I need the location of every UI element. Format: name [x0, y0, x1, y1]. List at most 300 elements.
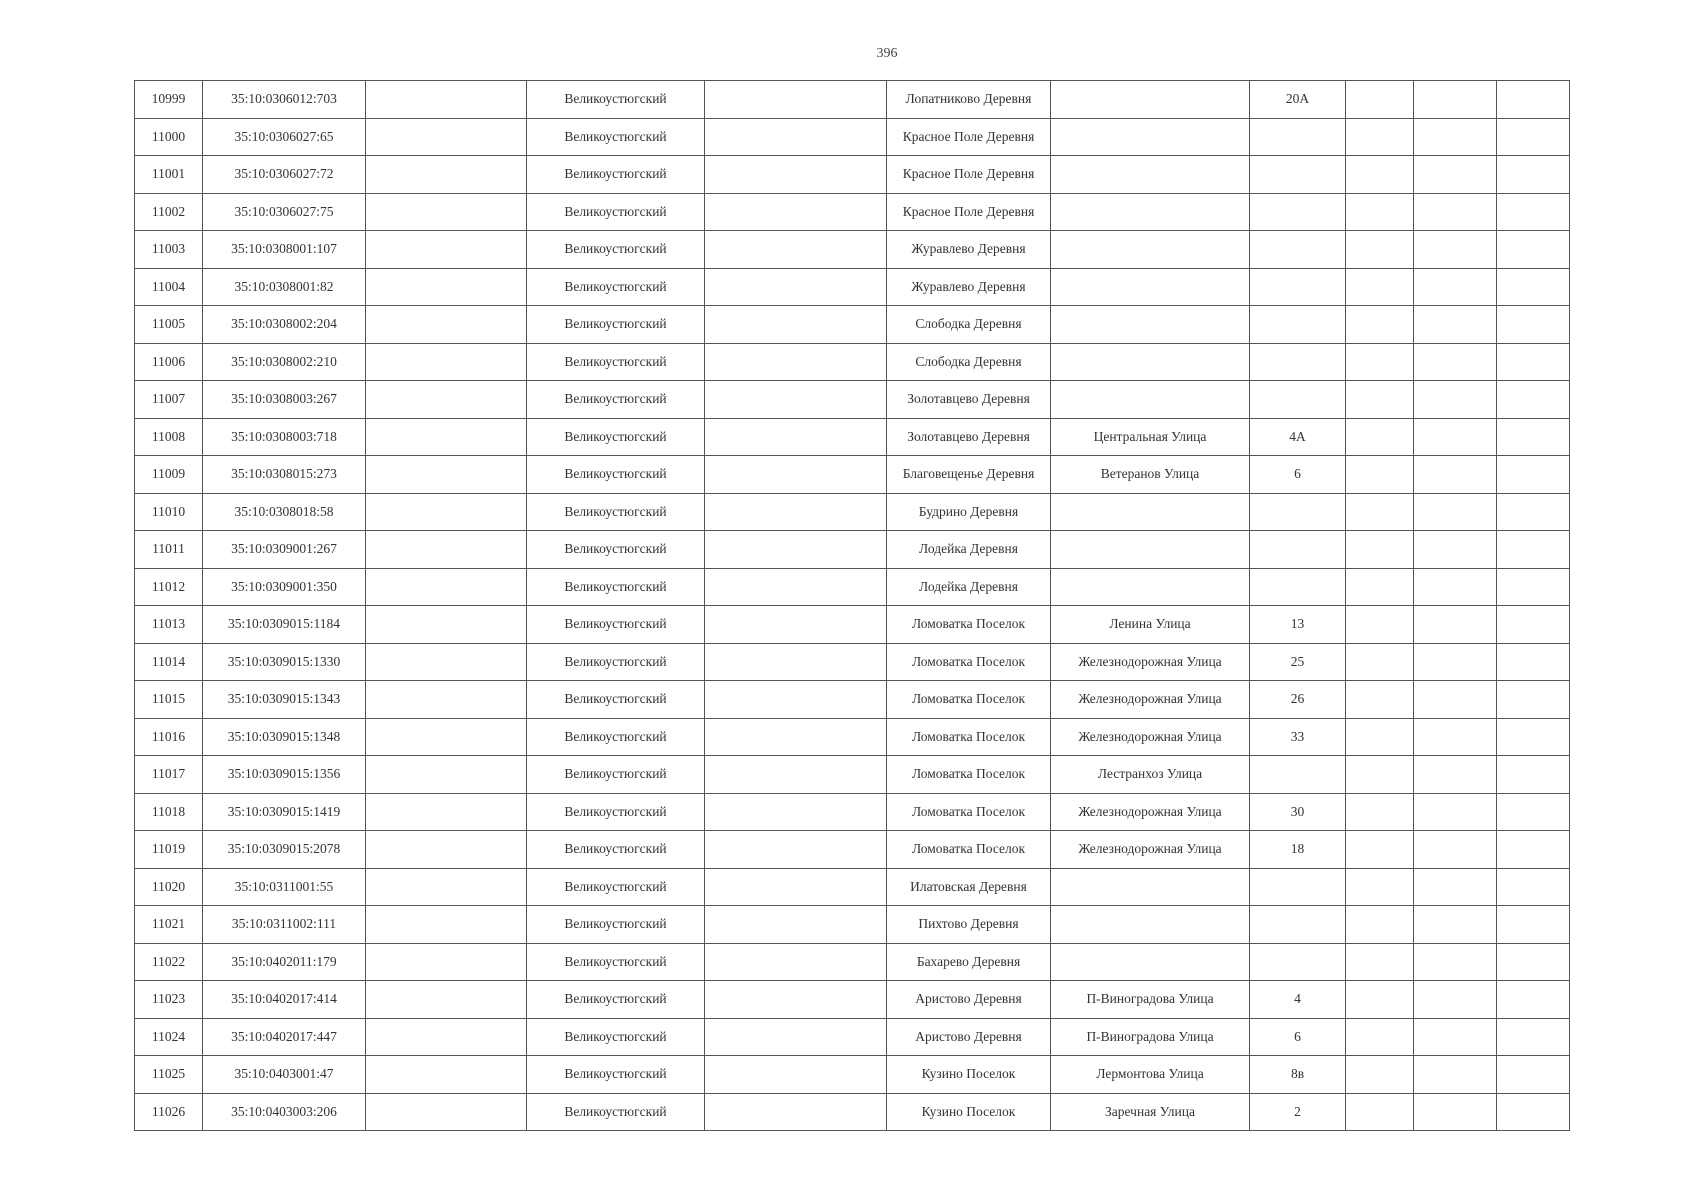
cell-district: Великоустюгский	[527, 81, 705, 119]
cell-blank1	[366, 1093, 527, 1131]
cell-blank3	[1346, 418, 1414, 456]
cell-street: Центральная Улица	[1051, 418, 1250, 456]
cell-blank2	[705, 531, 887, 569]
cell-blank3	[1346, 643, 1414, 681]
cell-house: 33	[1250, 718, 1346, 756]
cell-district: Великоустюгский	[527, 343, 705, 381]
cell-locality: Лодейка Деревня	[887, 568, 1051, 606]
cell-blank2	[705, 268, 887, 306]
cell-street	[1051, 943, 1250, 981]
cell-street: Железнодорожная Улица	[1051, 718, 1250, 756]
cell-blank2	[705, 793, 887, 831]
cell-street: Железнодорожная Улица	[1051, 643, 1250, 681]
cell-district: Великоустюгский	[527, 231, 705, 269]
cell-blank5	[1497, 793, 1570, 831]
cell-blank5	[1497, 643, 1570, 681]
cell-district: Великоустюгский	[527, 568, 705, 606]
cell-blank2	[705, 568, 887, 606]
cell-street	[1051, 81, 1250, 119]
cell-blank5	[1497, 306, 1570, 344]
cell-blank4	[1414, 831, 1497, 869]
cell-street	[1051, 156, 1250, 194]
cell-blank4	[1414, 906, 1497, 944]
cell-blank3	[1346, 193, 1414, 231]
cell-blank3	[1346, 718, 1414, 756]
cell-cadastral: 35:10:0309015:1330	[203, 643, 366, 681]
cell-locality: Аристово Деревня	[887, 1018, 1051, 1056]
cell-num: 11024	[135, 1018, 203, 1056]
cell-district: Великоустюгский	[527, 156, 705, 194]
cell-cadastral: 35:10:0309001:267	[203, 531, 366, 569]
cell-blank3	[1346, 1093, 1414, 1131]
cell-blank5	[1497, 981, 1570, 1019]
cell-district: Великоустюгский	[527, 681, 705, 719]
cell-blank4	[1414, 718, 1497, 756]
cell-street: П-Виноградова Улица	[1051, 1018, 1250, 1056]
cell-blank5	[1497, 156, 1570, 194]
cell-blank5	[1497, 681, 1570, 719]
cell-cadastral: 35:10:0306027:72	[203, 156, 366, 194]
cell-district: Великоустюгский	[527, 268, 705, 306]
cell-street	[1051, 193, 1250, 231]
cell-num: 11015	[135, 681, 203, 719]
cell-blank1	[366, 193, 527, 231]
cell-blank5	[1497, 1056, 1570, 1094]
cell-blank5	[1497, 868, 1570, 906]
cell-blank2	[705, 306, 887, 344]
cell-blank5	[1497, 831, 1570, 869]
cell-blank3	[1346, 831, 1414, 869]
cell-blank2	[705, 681, 887, 719]
cell-house	[1250, 531, 1346, 569]
cell-blank3	[1346, 306, 1414, 344]
cell-district: Великоустюгский	[527, 306, 705, 344]
cell-blank1	[366, 1018, 527, 1056]
cell-street: Лестранхоз Улица	[1051, 756, 1250, 794]
cell-blank5	[1497, 606, 1570, 644]
cell-num: 11018	[135, 793, 203, 831]
cell-blank4	[1414, 868, 1497, 906]
cell-district: Великоустюгский	[527, 1093, 705, 1131]
cell-num: 11010	[135, 493, 203, 531]
cell-cadastral: 35:10:0403003:206	[203, 1093, 366, 1131]
cell-blank3	[1346, 793, 1414, 831]
cell-blank4	[1414, 1018, 1497, 1056]
cell-cadastral: 35:10:0311001:55	[203, 868, 366, 906]
table-row	[135, 568, 1570, 606]
cell-cadastral: 35:10:0402017:447	[203, 1018, 366, 1056]
cell-street	[1051, 868, 1250, 906]
cell-blank3	[1346, 568, 1414, 606]
cell-blank4	[1414, 1056, 1497, 1094]
cell-blank1	[366, 606, 527, 644]
cell-locality: Лодейка Деревня	[887, 531, 1051, 569]
cell-blank1	[366, 868, 527, 906]
table-row	[135, 81, 1570, 119]
cell-district: Великоустюгский	[527, 793, 705, 831]
cell-house: 18	[1250, 831, 1346, 869]
table-row	[135, 1056, 1570, 1094]
cell-blank1	[366, 1056, 527, 1094]
cell-blank1	[366, 943, 527, 981]
cell-locality: Золотавцево Деревня	[887, 381, 1051, 419]
cell-district: Великоустюгский	[527, 531, 705, 569]
cell-locality: Ломоватка Поселок	[887, 681, 1051, 719]
table-row	[135, 718, 1570, 756]
cell-house	[1250, 231, 1346, 269]
cell-blank4	[1414, 793, 1497, 831]
cell-blank1	[366, 756, 527, 794]
cell-cadastral: 35:10:0308003:267	[203, 381, 366, 419]
table-row	[135, 906, 1570, 944]
cell-blank3	[1346, 493, 1414, 531]
cell-num: 11008	[135, 418, 203, 456]
page-number: 396	[876, 46, 898, 61]
cell-blank2	[705, 718, 887, 756]
cell-cadastral: 35:10:0309015:1419	[203, 793, 366, 831]
cell-blank2	[705, 643, 887, 681]
cell-blank2	[705, 493, 887, 531]
cell-num: 11012	[135, 568, 203, 606]
cell-blank4	[1414, 343, 1497, 381]
table-row	[135, 981, 1570, 1019]
table-row	[135, 1018, 1570, 1056]
cell-num: 11017	[135, 756, 203, 794]
table-row	[135, 756, 1570, 794]
cell-street	[1051, 531, 1250, 569]
cell-district: Великоустюгский	[527, 868, 705, 906]
cell-num: 11022	[135, 943, 203, 981]
table-row	[135, 643, 1570, 681]
cell-cadastral: 35:10:0308002:204	[203, 306, 366, 344]
cell-blank1	[366, 306, 527, 344]
cell-street	[1051, 268, 1250, 306]
cell-blank4	[1414, 231, 1497, 269]
cell-num: 11019	[135, 831, 203, 869]
table-row	[135, 943, 1570, 981]
cell-locality: Ломоватка Поселок	[887, 643, 1051, 681]
cell-locality: Кузино Поселок	[887, 1093, 1051, 1131]
cell-street	[1051, 906, 1250, 944]
cell-num: 11020	[135, 868, 203, 906]
cell-num: 10999	[135, 81, 203, 119]
table-row	[135, 681, 1570, 719]
cell-locality: Лопатниково Деревня	[887, 81, 1051, 119]
cell-blank1	[366, 418, 527, 456]
registry-body	[135, 81, 1570, 1131]
cell-blank3	[1346, 231, 1414, 269]
table-row	[135, 118, 1570, 156]
cell-street	[1051, 493, 1250, 531]
cell-blank5	[1497, 943, 1570, 981]
cell-cadastral: 35:10:0309015:2078	[203, 831, 366, 869]
cell-blank4	[1414, 981, 1497, 1019]
cell-blank4	[1414, 531, 1497, 569]
cell-blank4	[1414, 568, 1497, 606]
cell-blank3	[1346, 381, 1414, 419]
cell-locality: Красное Поле Деревня	[887, 156, 1051, 194]
cell-num: 11016	[135, 718, 203, 756]
cell-blank2	[705, 81, 887, 119]
cell-cadastral: 35:10:0309015:1356	[203, 756, 366, 794]
cell-blank3	[1346, 531, 1414, 569]
cell-locality: Ломоватка Поселок	[887, 831, 1051, 869]
cell-num: 11011	[135, 531, 203, 569]
cell-street	[1051, 118, 1250, 156]
cell-locality: Илатовская Деревня	[887, 868, 1051, 906]
cell-num: 11003	[135, 231, 203, 269]
cell-blank3	[1346, 1018, 1414, 1056]
cell-blank1	[366, 643, 527, 681]
table-row	[135, 231, 1570, 269]
cell-blank1	[366, 906, 527, 944]
cell-blank3	[1346, 906, 1414, 944]
cell-blank5	[1497, 493, 1570, 531]
cell-blank2	[705, 606, 887, 644]
cell-num: 11006	[135, 343, 203, 381]
cell-blank2	[705, 981, 887, 1019]
table-row	[135, 793, 1570, 831]
cell-blank2	[705, 1093, 887, 1131]
table-row	[135, 493, 1570, 531]
cell-blank5	[1497, 381, 1570, 419]
cell-num: 11013	[135, 606, 203, 644]
cell-district: Великоустюгский	[527, 831, 705, 869]
cell-blank2	[705, 831, 887, 869]
cell-locality: Благовещенье Деревня	[887, 456, 1051, 494]
cell-district: Великоустюгский	[527, 381, 705, 419]
cell-house	[1250, 943, 1346, 981]
cell-blank2	[705, 381, 887, 419]
table-row	[135, 306, 1570, 344]
table-row	[135, 606, 1570, 644]
cell-blank4	[1414, 418, 1497, 456]
cell-house	[1250, 343, 1346, 381]
cell-house: 26	[1250, 681, 1346, 719]
cell-blank4	[1414, 681, 1497, 719]
cell-cadastral: 35:10:0309015:1343	[203, 681, 366, 719]
cell-district: Великоустюгский	[527, 1056, 705, 1094]
cell-locality: Журавлево Деревня	[887, 268, 1051, 306]
cell-house: 4	[1250, 981, 1346, 1019]
table-row	[135, 381, 1570, 419]
cell-cadastral: 35:10:0308018:58	[203, 493, 366, 531]
cell-street	[1051, 381, 1250, 419]
cell-district: Великоустюгский	[527, 418, 705, 456]
cell-cadastral: 35:10:0308002:210	[203, 343, 366, 381]
cell-blank1	[366, 793, 527, 831]
cell-house: 6	[1250, 456, 1346, 494]
cell-blank2	[705, 193, 887, 231]
cell-num: 11025	[135, 1056, 203, 1094]
cell-blank5	[1497, 456, 1570, 494]
cell-blank4	[1414, 193, 1497, 231]
cell-cadastral: 35:10:0308001:82	[203, 268, 366, 306]
cell-house	[1250, 906, 1346, 944]
cell-blank5	[1497, 193, 1570, 231]
cell-cadastral: 35:10:0306027:75	[203, 193, 366, 231]
cell-blank5	[1497, 81, 1570, 119]
cell-house	[1250, 868, 1346, 906]
cell-blank2	[705, 1056, 887, 1094]
cell-cadastral: 35:10:0306027:65	[203, 118, 366, 156]
cell-blank5	[1497, 756, 1570, 794]
cell-blank1	[366, 231, 527, 269]
cell-district: Великоустюгский	[527, 643, 705, 681]
cell-house	[1250, 268, 1346, 306]
cell-blank2	[705, 343, 887, 381]
table-row	[135, 531, 1570, 569]
cell-street: Железнодорожная Улица	[1051, 831, 1250, 869]
cell-num: 11026	[135, 1093, 203, 1131]
cell-num: 11021	[135, 906, 203, 944]
cell-street: Железнодорожная Улица	[1051, 793, 1250, 831]
cell-locality: Золотавцево Деревня	[887, 418, 1051, 456]
table-row	[135, 343, 1570, 381]
cell-blank3	[1346, 981, 1414, 1019]
cell-blank1	[366, 156, 527, 194]
cell-street	[1051, 231, 1250, 269]
cell-house	[1250, 306, 1346, 344]
cell-district: Великоустюгский	[527, 1018, 705, 1056]
cell-blank5	[1497, 343, 1570, 381]
cell-house: 25	[1250, 643, 1346, 681]
cell-blank1	[366, 268, 527, 306]
cell-cadastral: 35:10:0306012:703	[203, 81, 366, 119]
cell-locality: Журавлево Деревня	[887, 231, 1051, 269]
cell-blank2	[705, 118, 887, 156]
cell-blank3	[1346, 606, 1414, 644]
cell-house: 6	[1250, 1018, 1346, 1056]
cell-blank4	[1414, 306, 1497, 344]
cell-blank1	[366, 531, 527, 569]
cell-locality: Будрино Деревня	[887, 493, 1051, 531]
cell-street	[1051, 306, 1250, 344]
cell-blank4	[1414, 381, 1497, 419]
cell-district: Великоустюгский	[527, 756, 705, 794]
cell-cadastral: 35:10:0402017:414	[203, 981, 366, 1019]
cell-street: Ленина Улица	[1051, 606, 1250, 644]
cell-num: 11007	[135, 381, 203, 419]
cell-blank3	[1346, 681, 1414, 719]
cell-cadastral: 35:10:0402011:179	[203, 943, 366, 981]
cell-num: 11009	[135, 456, 203, 494]
table-row	[135, 1093, 1570, 1131]
cell-street	[1051, 568, 1250, 606]
cell-blank3	[1346, 756, 1414, 794]
table-row	[135, 156, 1570, 194]
cell-blank5	[1497, 718, 1570, 756]
cell-blank5	[1497, 231, 1570, 269]
cell-blank4	[1414, 493, 1497, 531]
cell-blank4	[1414, 606, 1497, 644]
cell-cadastral: 35:10:0309015:1184	[203, 606, 366, 644]
cell-blank2	[705, 418, 887, 456]
cell-blank3	[1346, 943, 1414, 981]
cell-district: Великоустюгский	[527, 193, 705, 231]
cell-blank3	[1346, 1056, 1414, 1094]
cell-house	[1250, 156, 1346, 194]
cell-locality: Кузино Поселок	[887, 1056, 1051, 1094]
cell-blank4	[1414, 81, 1497, 119]
table-row	[135, 831, 1570, 869]
cell-cadastral: 35:10:0308003:718	[203, 418, 366, 456]
cell-house: 13	[1250, 606, 1346, 644]
cell-blank1	[366, 81, 527, 119]
cell-num: 11004	[135, 268, 203, 306]
cell-blank5	[1497, 118, 1570, 156]
cell-locality: Ломоватка Поселок	[887, 756, 1051, 794]
cell-blank2	[705, 868, 887, 906]
cell-locality: Слободка Деревня	[887, 306, 1051, 344]
cell-district: Великоустюгский	[527, 493, 705, 531]
cell-blank5	[1497, 531, 1570, 569]
cell-house	[1250, 118, 1346, 156]
cell-blank4	[1414, 643, 1497, 681]
cell-blank2	[705, 756, 887, 794]
cell-blank4	[1414, 456, 1497, 494]
cell-blank3	[1346, 868, 1414, 906]
cell-blank2	[705, 1018, 887, 1056]
cell-blank5	[1497, 268, 1570, 306]
cell-district: Великоустюгский	[527, 456, 705, 494]
cell-district: Великоустюгский	[527, 606, 705, 644]
cell-blank4	[1414, 118, 1497, 156]
cell-blank1	[366, 118, 527, 156]
cell-blank2	[705, 943, 887, 981]
cell-blank2	[705, 906, 887, 944]
cell-locality: Ломоватка Поселок	[887, 606, 1051, 644]
cell-num: 11001	[135, 156, 203, 194]
cell-blank2	[705, 456, 887, 494]
cell-blank3	[1346, 456, 1414, 494]
cell-num: 11005	[135, 306, 203, 344]
cell-locality: Аристово Деревня	[887, 981, 1051, 1019]
table-row	[135, 868, 1570, 906]
cell-blank3	[1346, 118, 1414, 156]
cell-blank3	[1346, 343, 1414, 381]
cell-house: 2	[1250, 1093, 1346, 1131]
cell-house: 20А	[1250, 81, 1346, 119]
cell-district: Великоустюгский	[527, 943, 705, 981]
cell-blank1	[366, 493, 527, 531]
cell-locality: Ломоватка Поселок	[887, 718, 1051, 756]
cell-blank1	[366, 681, 527, 719]
cell-blank4	[1414, 1093, 1497, 1131]
cell-blank2	[705, 156, 887, 194]
cell-blank4	[1414, 156, 1497, 194]
cell-blank1	[366, 831, 527, 869]
cell-house	[1250, 381, 1346, 419]
cell-num: 11014	[135, 643, 203, 681]
cell-blank5	[1497, 418, 1570, 456]
cell-blank4	[1414, 268, 1497, 306]
cell-blank1	[366, 981, 527, 1019]
cell-blank3	[1346, 156, 1414, 194]
cell-blank4	[1414, 756, 1497, 794]
table-row	[135, 418, 1570, 456]
table-row	[135, 456, 1570, 494]
cell-blank3	[1346, 268, 1414, 306]
cell-locality: Красное Поле Деревня	[887, 118, 1051, 156]
cell-blank5	[1497, 1018, 1570, 1056]
cell-district: Великоустюгский	[527, 718, 705, 756]
cell-street: Железнодорожная Улица	[1051, 681, 1250, 719]
cell-blank4	[1414, 943, 1497, 981]
cell-cadastral: 35:10:0309001:350	[203, 568, 366, 606]
cell-street: Лермонтова Улица	[1051, 1056, 1250, 1094]
cell-locality: Бахарево Деревня	[887, 943, 1051, 981]
